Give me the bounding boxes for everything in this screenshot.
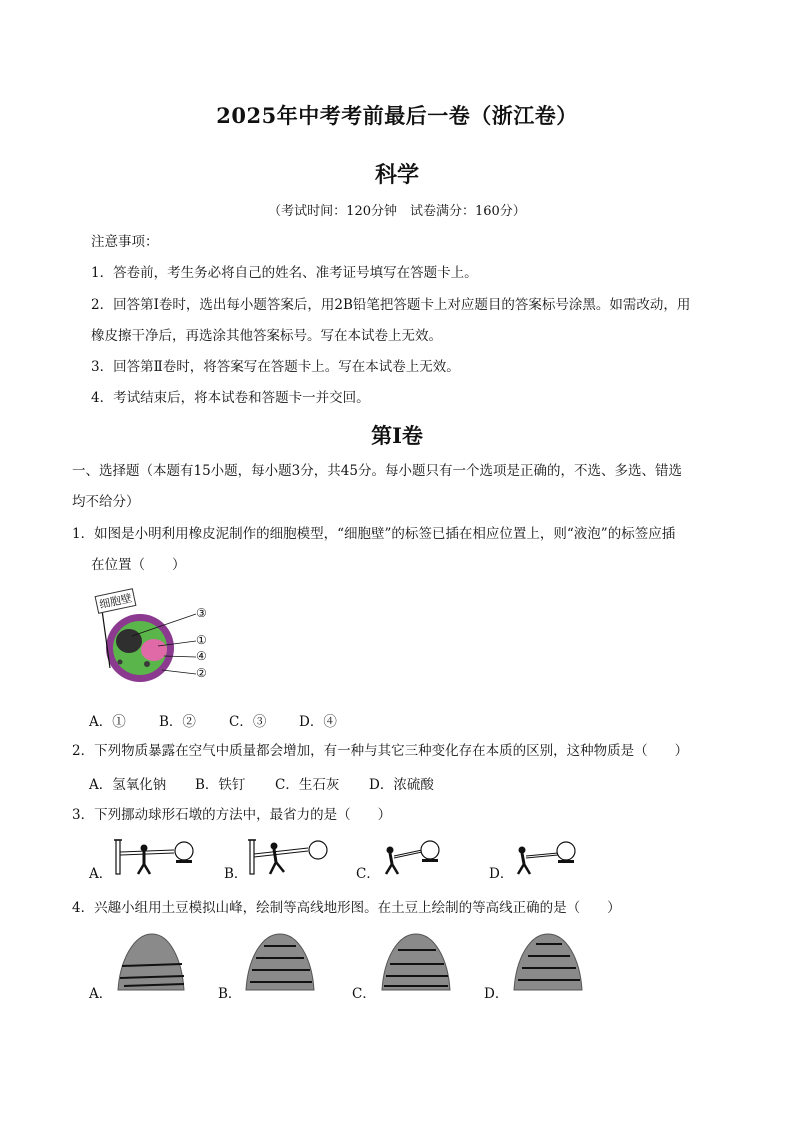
note-item-3: 3．回答第Ⅱ卷时，将答案写在答题卡上。写在本试卷上无效。 [91,359,460,375]
q3-figure-a [112,836,200,876]
q3-option-c[interactable]: C． [356,866,380,882]
section-title: 第Ⅰ卷 [371,423,423,448]
marker-4: ④ [196,649,207,663]
q3-option-d[interactable]: D． [489,866,514,882]
q2-option-c[interactable]: C．生石灰 [275,777,340,793]
marker-1: ① [196,633,207,647]
q3-figure-d [510,836,598,876]
question-1-text: 1．如图是小明利用橡皮泥制作的细胞模型，“细胞壁”的标签已插在相应位置上，则“液泡”的标签应插 [72,526,676,542]
q2-option-a[interactable]: A．氢氧化钠 [89,777,167,793]
question-4-text: 4．兴趣小组用土豆模拟山峰，绘制等高线地形图。在土豆上绘制的等高线正确的是（ ） [72,900,621,916]
q4-option-b[interactable]: B． [218,986,242,1002]
marker-2: ② [196,666,207,680]
q4-option-a[interactable]: A． [89,986,113,1002]
q4-option-c[interactable]: C． [352,986,376,1002]
section-instructions-cont: 均不给分） [72,494,140,510]
q1-option-d[interactable]: D．④ [299,714,337,730]
q4-option-d[interactable]: D． [484,986,509,1002]
q4-figure-c [378,930,454,992]
question-3-text: 3．下列挪动球形石墩的方法中，最省力的是（ ） [72,807,392,823]
q1-option-a[interactable]: A．① [89,714,126,730]
marker-3: ③ [196,606,207,620]
q3-figure-c [376,836,464,876]
note-item-4: 4．考试结束后，将本试卷和答题卡一并交回。 [91,390,370,406]
notes-heading: 注意事项： [91,234,159,250]
q3-figure-b [246,836,334,876]
q2-option-b[interactable]: B．铁钉 [195,777,246,793]
q4-figure-b [242,930,318,992]
note-item-2: 2．回答第Ⅰ卷时，选出每小题答案后，用2B铅笔把答题卡上对应题目的答案标号涂黑。如需改动，用 [91,297,691,313]
q3-option-a[interactable]: A． [89,866,113,882]
q3-option-b[interactable]: B． [224,866,248,882]
note-item-1: 1．答卷前，考生务必将自己的姓名、准考证号填写在答题卡上。 [91,265,478,281]
note-item-2-cont: 橡皮擦干净后，再选涂其他答案标号。写在本试卷上无效。 [91,328,442,344]
section-instructions: 一、选择题（本题有15小题，每小题3分，共45分。每小题只有一个选项是正确的，不选、多选、错选 [72,463,682,479]
question-1-text-cont: 在位置（ ） [91,557,186,573]
q2-option-d[interactable]: D．浓硫酸 [369,777,434,793]
question-2-text: 2．下列物质暴露在空气中质量都会增加，有一种与其它三种变化存在本质的区别，这种物质是（ ） [72,743,689,759]
q1-option-c[interactable]: C．③ [229,714,267,730]
exam-title: 2025年中考考前最后一卷（浙江卷） [216,103,578,128]
q4-figure-a [112,930,188,992]
cell-model-figure [92,588,216,688]
cell-wall-label: 细胞壁 [95,588,137,614]
q1-option-b[interactable]: B．② [159,714,196,730]
exam-subject: 科学 [374,162,419,188]
exam-time-info: （考试时间：120分钟 试卷满分：160分） [268,204,526,219]
q4-figure-d [510,930,586,992]
